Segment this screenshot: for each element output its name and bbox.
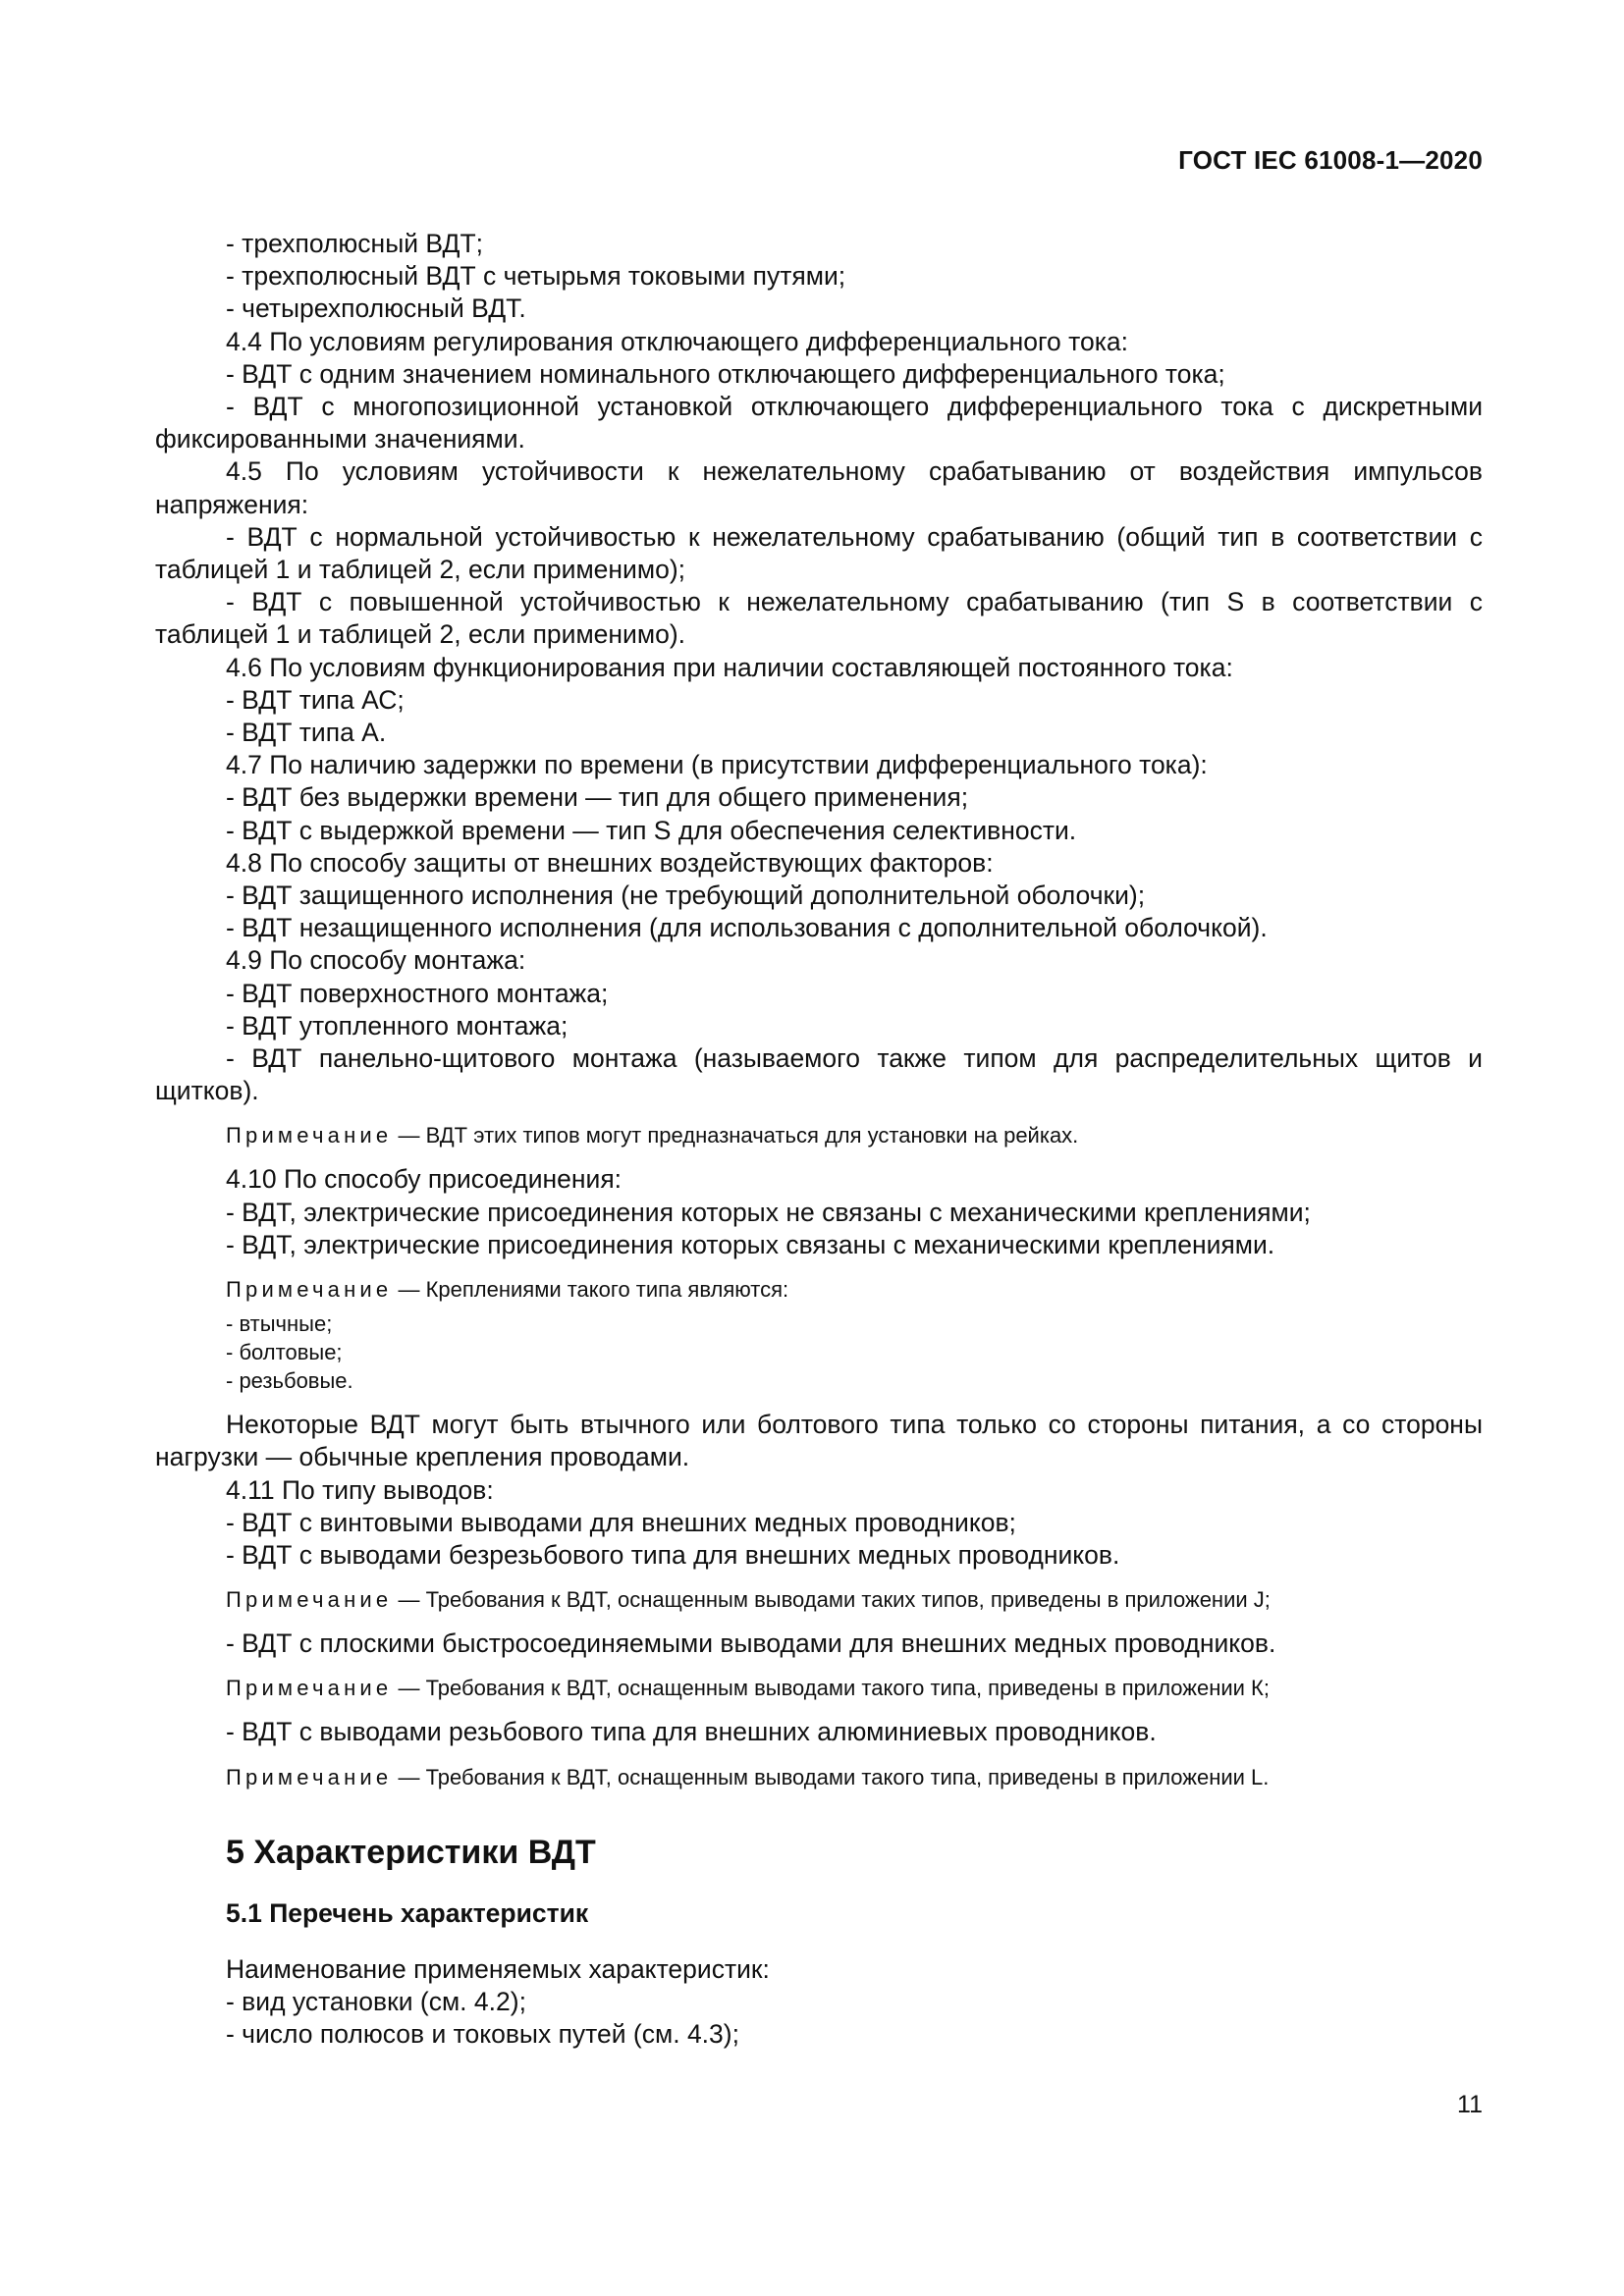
list-item: - ВДТ типа АС; [226,684,405,715]
list-item: - вид установки (см. 4.2); [226,1986,526,2016]
page-number: 11 [1457,2091,1483,2118]
list-item: - четырехполюсный ВДТ. [226,294,526,324]
list-item: - ВДТ защищенного исполнения (не требующий дополнительной оболочки); [226,881,1146,911]
list-item: - ВДТ незащищенного исполнения (для использования с дополнительной оболочкой). [226,913,1268,943]
note-list-item: - болтовые; [226,1340,343,1365]
note-label: Примечание [226,1676,393,1701]
list-item: - трехполюсный ВДТ с четырьмя токовыми путями; [226,261,846,292]
note-list-item: - втычные; [226,1311,333,1337]
list-item: - ВДТ, электрические присоединения которых связаны с механическими креплениями. [226,1229,1275,1259]
note: Примечание — Требования к ВДТ, оснащенным выводами такого типа, приведены в приложении L. [226,1764,1270,1789]
section-heading: 5 Характеристики ВДТ [226,1833,596,1871]
list-item: - ВДТ поверхностного монтажа; [226,978,609,1008]
document-body [155,228,1483,2051]
note-text: Требования к ВДТ, оснащенным выводами таких типов, приведены в приложении J; [425,1587,1271,1613]
note: Примечание — Требования к ВДТ, оснащенным выводами таких типов, приведены в приложении J; [226,1587,1271,1613]
note: Примечание — ВДТ этих типов могут предназначаться для установки на рейках. [226,1123,1079,1148]
note-text: Требования к ВДТ, оснащенным выводами такого типа, приведены в приложении L. [425,1764,1270,1789]
clause-4-10: 4.10 По способу присоединения: [226,1164,623,1195]
paragraph: Наименование применяемых характеристик: [226,1953,770,1984]
list-item: - ВДТ с выдержкой времени — тип S для обеспечения селективности. [226,815,1077,845]
note-list-item: - резьбовые. [226,1368,353,1394]
list-item: - ВДТ с нормальной устойчивостью к нежелательному срабатыванию (общий тип в соответствии с таблицей 1 и таблицей 2, если применимо); [155,521,1483,585]
document-header: ГОСТ IEC 61008-1—2020 [1178,145,1483,175]
note-text: Требования к ВДТ, оснащенным выводами такого типа, приведены в приложении К; [425,1676,1270,1701]
list-item: - ВДТ с выводами резьбового типа для внешних алюминиевых проводников. [226,1717,1157,1747]
subsection-heading: 5.1 Перечень характеристик [226,1897,589,1928]
note-text: ВДТ этих типов могут предназначаться для установки на рейках. [425,1123,1079,1148]
list-item: - ВДТ с многопозиционной установкой отключающего дифференциального тока с дискретными фиксированными значениями. [155,392,1483,454]
clause-4-8: 4.8 По способу защиты от внешних воздействующих факторов: [226,847,994,878]
clause-4-9: 4.9 По способу монтажа: [226,945,526,976]
list-item: - ВДТ панельно-щитового монтажа (называемого также типом для распределительных щитов и щитков). [155,1043,1483,1106]
note-label: Примечание [226,1277,393,1303]
clause-4-5: 4.5 По условиям устойчивости к нежелательному срабатыванию от воздействия импульсов напряжения: [155,456,1483,519]
note-list [155,1309,1483,1395]
list-item: - ВДТ с одним значением номинального отключающего дифференциального тока; [226,358,1225,389]
note-label: Примечание [226,1587,393,1613]
list-item: - ВДТ, электрические присоединения которых не связаны с механическими креплениями; [226,1197,1311,1227]
list-item: - ВДТ без выдержки времени — тип для общего применения; [226,782,969,813]
list-item: - ВДТ утопленного монтажа; [226,1010,568,1041]
list-item: - ВДТ с выводами безрезьбового типа для внешних медных проводников. [226,1539,1120,1570]
note: Примечание — Креплениями такого типа являются: [226,1277,789,1303]
note-text: Креплениями такого типа являются: [425,1277,789,1303]
clause-4-11: 4.11 По типу выводов: [226,1474,494,1505]
list-item: - ВДТ типа А. [226,718,387,748]
note-label: Примечание [226,1764,393,1789]
note: Примечание — Требования к ВДТ, оснащенным выводами такого типа, приведены в приложении К; [226,1676,1270,1701]
list-item: - ВДТ с винтовыми выводами для внешних медных проводников; [226,1507,1016,1537]
clause-4-7: 4.7 По наличию задержки по времени (в присутствии дифференциального тока): [226,750,1208,780]
list-item: - ВДТ с повышенной устойчивостью к нежелательному срабатыванию (тип S в соответствии с таблицей 1 и таблицей 2, если применимо). [155,587,1483,650]
list-item: - трехполюсный ВДТ; [226,229,483,258]
note-label: Примечание [226,1123,393,1148]
paragraph: Некоторые ВДТ могут быть втычного или болтового типа только со стороны питания, а со стороны нагрузки — обычные крепления проводами. [155,1410,1483,1472]
clause-4-6: 4.6 По условиям функционирования при наличии составляющей постоянного тока: [226,652,1233,682]
list-item: - число полюсов и токовых путей (см. 4.3); [226,2018,739,2049]
list-item: - ВДТ с плоскими быстросоединяемыми выводами для внешних медных проводников. [226,1629,1276,1659]
clause-4-4: 4.4 По условиям регулирования отключающего дифференциального тока: [226,326,1128,356]
